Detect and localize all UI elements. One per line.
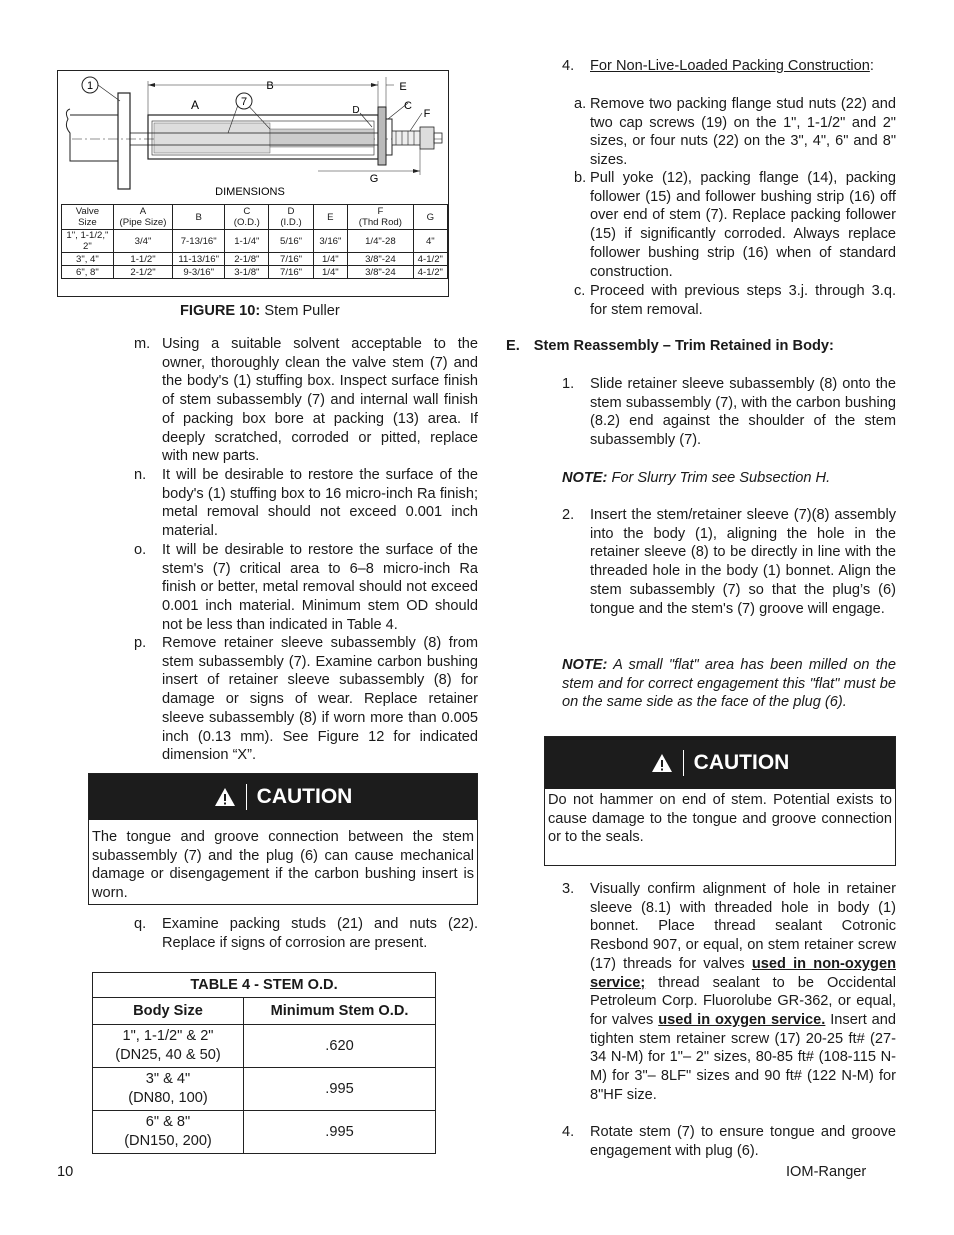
table-header-cell: B xyxy=(173,205,225,230)
callout-1-label: 1 xyxy=(86,80,94,92)
caution-box-2 xyxy=(544,736,896,866)
table-row xyxy=(62,205,448,230)
table-row: 3" & 4" (DN80, 100) .995 xyxy=(93,1068,436,1111)
table-row xyxy=(62,253,448,266)
dim-label-d: D xyxy=(352,105,360,116)
col-min-stem-od: Minimum Stem O.D. xyxy=(244,998,436,1025)
col-body-size: Body Size xyxy=(93,998,244,1025)
table-header-cell: Valve Size xyxy=(62,205,114,230)
table-header-cell: A (Pipe Size) xyxy=(113,205,172,230)
caution-title: CAUTION xyxy=(693,751,790,774)
table-cell: 2-1/2" xyxy=(113,266,172,279)
stem-puller-drawing xyxy=(58,71,448,201)
caution-box-1 xyxy=(88,773,478,905)
table-row: 1", 1-1/2" & 2" (DN25, 40 & 50) .620 xyxy=(93,1025,436,1068)
callout-7-label: 7 xyxy=(240,96,248,108)
table-cell: 4" xyxy=(413,230,447,253)
dim-label-g: G xyxy=(369,173,379,185)
table-row xyxy=(62,266,448,279)
dim-label-a: A xyxy=(190,98,200,112)
dim-label-e: E xyxy=(399,81,407,93)
dim-label-f: F xyxy=(423,108,431,120)
table-cell: 3/4" xyxy=(113,230,172,253)
table-cell: 3/8"-24 xyxy=(348,253,414,266)
table-cell: 7/16" xyxy=(269,253,313,266)
warning-triangle-icon xyxy=(651,753,673,773)
table-cell: 7/16" xyxy=(269,266,313,279)
table-header-cell: G xyxy=(413,205,447,230)
table-cell: 7-13/16" xyxy=(173,230,225,253)
warning-triangle-icon xyxy=(214,787,236,807)
table-header-cell: D (I.D.) xyxy=(269,205,313,230)
table-cell: 1", 1-1/2," 2" xyxy=(62,230,114,253)
caution-text: Do not hammer on end of stem. Potential exists to cause damage to the tongue and groove connection or to the seals. xyxy=(548,792,892,846)
caution-header xyxy=(545,737,895,789)
caution-text: The tongue and groove connection between the stem subassembly (7) and the plug (6) can cause mechanical damage or disengagement if the carbon bushing insert is worn. xyxy=(92,829,474,902)
dim-label-c: C xyxy=(404,100,412,112)
table-4-stem-od xyxy=(92,972,436,1154)
figure-caption: FIGURE 10: Stem Puller xyxy=(180,303,340,319)
table-header-cell: F (Thd Rod) xyxy=(348,205,414,230)
table-cell: 3", 4" xyxy=(62,253,114,266)
note-slurry: NOTE: For Slurry Trim see Subsection H. xyxy=(562,470,831,486)
table-cell: 4-1/2" xyxy=(413,253,447,266)
table-cell: 11-13/16" xyxy=(173,253,225,266)
table-cell: 3-1/8" xyxy=(225,266,269,279)
table-cell: 2-1/8" xyxy=(225,253,269,266)
table-cell: 1/4" xyxy=(313,266,348,279)
document-id: IOM-Ranger xyxy=(786,1164,867,1180)
table-cell: 4-1/2" xyxy=(413,266,447,279)
table-header-cell: E xyxy=(313,205,348,230)
section-e-heading: E. Stem Reassembly – Trim Retained in Body: xyxy=(506,338,834,354)
dimensions-table xyxy=(61,204,448,279)
table-cell: 9-3/16" xyxy=(173,266,225,279)
note-flat: NOTE: A small "flat" area has been milled on the stem and for correct engagement this "flat" must be on the same side as the face of the plug (6). xyxy=(562,657,896,711)
table-cell: 5/16" xyxy=(269,230,313,253)
dimensions-label: DIMENSIONS xyxy=(215,186,285,198)
table-4-title: TABLE 4 - STEM O.D. xyxy=(93,973,436,998)
table-cell: 1-1/4" xyxy=(225,230,269,253)
caution-title: CAUTION xyxy=(256,785,353,808)
page-number: 10 xyxy=(57,1164,74,1180)
table-row xyxy=(62,230,448,253)
table-cell: 1-1/2" xyxy=(113,253,172,266)
table-cell: 1/4"-28 xyxy=(348,230,414,253)
table-cell: 3/16" xyxy=(313,230,348,253)
caution-header xyxy=(89,774,477,820)
table-cell: 3/8"-24 xyxy=(348,266,414,279)
table-row: 6" & 8" (DN150, 200) .995 xyxy=(93,1111,436,1154)
dim-label-b: B xyxy=(266,80,274,92)
table-header-cell: C (O.D.) xyxy=(225,205,269,230)
figure-10-box xyxy=(57,70,449,297)
table-cell: 1/4" xyxy=(313,253,348,266)
table-cell: 6", 8" xyxy=(62,266,114,279)
